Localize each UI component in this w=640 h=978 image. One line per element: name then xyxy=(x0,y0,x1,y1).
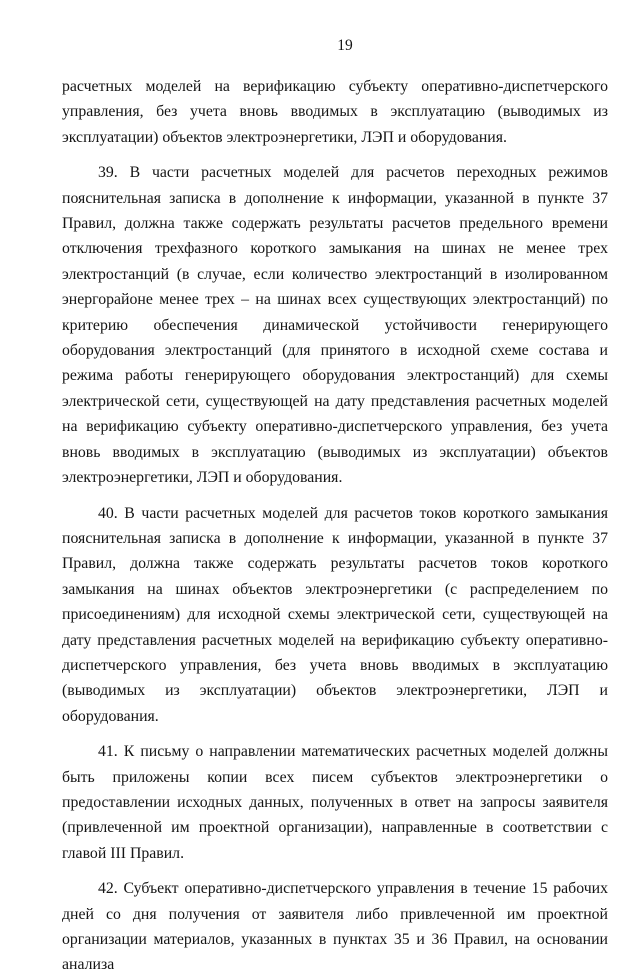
paragraph-41: 41. К письму о направлении математических расчетных моделей должны быть приложены копии всех писем субъектов электроэнергетики о предоставлении исходных данных, полученных в ответ на запросы заявителя (привлеченной им проектной организации), направленные в соответствии с главой III Правил. xyxy=(62,743,608,862)
paragraph-continuation: расчетных моделей на верификацию субъекту оперативно-диспетчерского управления, без учета вновь вводимых в эксплуатацию (выводимых из эксплуатации) объектов электроэнергетики, ЛЭП и оборудования. xyxy=(62,78,608,146)
paragraph-40: 40. В части расчетных моделей для расчетов токов короткого замыкания пояснительная записка в дополнение к информации, указанной в пункте 37 Правил, должна также содержать результаты расчетов токов короткого замыкания на шинах объектов электроэнергетики (с распределением по присоединениям) для исходной схемы электрической сети, существующей на дату представления расчетных моделей на верификацию субъекту оперативно-диспетчерского управления, без учета вновь вводимых в эксплуатацию (выводимых из эксплуатации) объектов электроэнергетики, ЛЭП и оборудования. xyxy=(62,504,608,725)
paragraph-39: 39. В части расчетных моделей для расчетов переходных режимов пояснительная записка в дополнение к информации, указанной в пункте 37 Правил, должна также содержать результаты расчетов предельного времени отключения трехфазного короткого замыкания на шинах не менее трех электростанций (в случае, если количество электростанций в изолированном энергорайоне менее трех – на шинах всех существующих электростанций) по критерию обеспечения динамической устойчивости генерирующего оборудования электростанций (для принятого в исходной схеме состава и режима работы генерирующего оборудования электростанций) для схемы электрической сети, существующей на дату представления расчетных моделей на верификацию субъекту оперативно-диспетчерского управления, без учета вновь вводимых в эксплуатацию (выводимых из эксплуатации) объектов электроэнергетики, ЛЭП и оборудования. xyxy=(62,164,608,487)
paragraph-42: 42. Субъект оперативно-диспетчерского управления в течение 15 рабочих дней со дня получения от заявителя либо привлеченной им проектной организации материалов, указанных в пунктах 35 и 36 Правил, на основании анализа xyxy=(62,880,608,974)
page-number: 19 xyxy=(337,37,353,54)
